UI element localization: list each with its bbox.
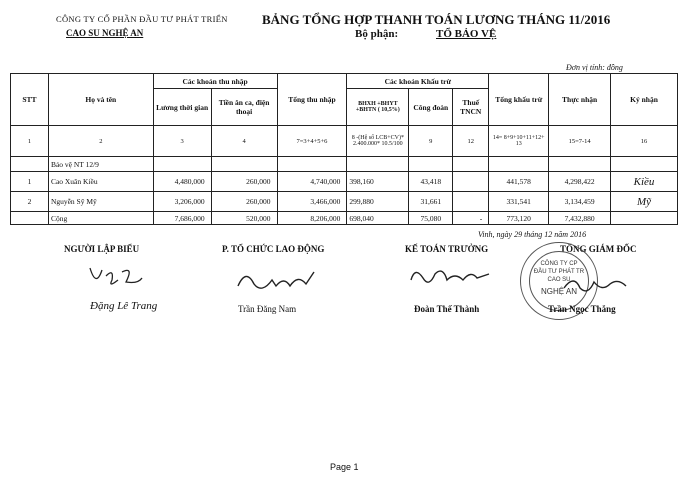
index-cell: 8 -(Hệ số LCB+CV)* 2.400.000* 10.5/100 xyxy=(347,126,409,157)
signing-date: Vinh, ngày 29 tháng 12 năm 2016 xyxy=(478,230,587,239)
header-total-income: Tổng thu nhập xyxy=(277,74,347,126)
director-title: TỔNG GIÁM ĐỐC xyxy=(560,244,637,254)
row-union: 31,661 xyxy=(409,192,453,212)
index-cell: 9 xyxy=(409,126,453,157)
total-union: 75,080 xyxy=(409,212,453,225)
row-name: Nguyễn Sỹ Mỹ xyxy=(48,192,153,212)
director-signature xyxy=(560,272,630,298)
hr-name: Trần Đăng Nam xyxy=(238,304,297,314)
header-total-deduction: Tổng khấu trừ xyxy=(489,74,549,126)
row-salary: 4,480,000 xyxy=(153,172,211,192)
row-net: 4,298,422 xyxy=(549,172,611,192)
hr-signature xyxy=(232,266,322,300)
index-cell: 12 xyxy=(453,126,489,157)
payroll-table xyxy=(10,73,678,225)
row-stt: 2 xyxy=(11,192,49,212)
row-salary: 3,206,000 xyxy=(153,192,211,212)
index-cell: 7=3+4+5+6 xyxy=(277,126,347,157)
stamp-text: CAO SU xyxy=(547,277,571,283)
row-meal: 260,000 xyxy=(211,172,277,192)
department-label: Bộ phận: xyxy=(355,28,399,40)
preparer-signature xyxy=(86,262,146,292)
row-meal: 260,000 xyxy=(211,192,277,212)
hr-title: P. TỔ CHỨC LAO ĐỘNG xyxy=(222,244,325,254)
row-signature: Mỹ xyxy=(611,192,678,212)
preparer-handwritten-name: Đặng Lê Trang xyxy=(90,300,158,312)
header-stt: STT xyxy=(11,74,49,126)
row-total: 3,466,000 xyxy=(277,192,347,212)
header-sign: Ký nhận xyxy=(611,74,678,126)
index-cell: 15=7-14 xyxy=(549,126,611,157)
row-deduction: 441,578 xyxy=(489,172,549,192)
total-deduction: 773,120 xyxy=(489,212,549,225)
company-subname: CAO SU NGHỆ AN xyxy=(66,28,144,38)
index-cell: 2 xyxy=(48,126,153,157)
row-tax xyxy=(453,172,489,192)
table-row xyxy=(11,172,678,192)
index-cell: 4 xyxy=(211,126,277,157)
index-cell: 3 xyxy=(153,126,211,157)
header-meal-phone: Tiền ăn ca, điện thoại xyxy=(211,89,277,126)
total-row xyxy=(11,212,678,225)
group-label: Bảo vệ NT 12/9 xyxy=(48,157,153,172)
stamp-text: NGHỆ AN xyxy=(540,287,577,296)
row-stt: 1 xyxy=(11,172,49,192)
header-deduction-group: Các khoản Khấu trừ xyxy=(347,74,489,89)
stamp-text: CÔNG TY CP xyxy=(540,261,578,267)
index-cell: 14= 8+9+10+11+12+ 13 xyxy=(489,126,549,157)
row-union: 43,418 xyxy=(409,172,453,192)
row-net: 3,134,459 xyxy=(549,192,611,212)
director-name: Trần Ngọc Thắng xyxy=(548,304,616,314)
total-meal: 520,000 xyxy=(211,212,277,225)
accountant-title: KẾ TOÁN TRƯỞNG xyxy=(405,244,489,254)
total-salary: 7,686,000 xyxy=(153,212,211,225)
total-net: 7,432,880 xyxy=(549,212,611,225)
department-value: TỔ BẢO VỆ xyxy=(436,28,497,40)
index-cell: 16 xyxy=(611,126,678,157)
header-insurance: BHXH +BHYT +BHTN ( 10,5%) xyxy=(347,89,409,126)
table-row xyxy=(11,192,678,212)
header-income-group: Các khoản thu nhập xyxy=(153,74,277,89)
company-name: CÔNG TY CỔ PHẦN ĐẦU TƯ PHÁT TRIỂN xyxy=(56,14,228,24)
header-tax: Thuế TNCN xyxy=(453,89,489,126)
total-income: 8,206,000 xyxy=(277,212,347,225)
total-tax: - xyxy=(453,212,489,225)
row-deduction: 331,541 xyxy=(489,192,549,212)
accountant-signature xyxy=(405,262,495,292)
row-insurance: 398,160 xyxy=(347,172,409,192)
index-cell: 1 xyxy=(11,126,49,157)
row-name: Cao Xuân Kiều xyxy=(48,172,153,192)
total-insurance: 698,040 xyxy=(347,212,409,225)
stamp-text: ĐẦU TƯ PHÁT TR xyxy=(533,269,585,275)
preparer-title: NGƯỜI LẬP BIỂU xyxy=(64,244,140,254)
unit-note: Đơn vị tính: đồng xyxy=(566,63,623,72)
accountant-name: Đoàn Thế Thành xyxy=(414,304,480,314)
row-signature: Kiều xyxy=(611,172,678,192)
total-label: Cộng xyxy=(48,212,153,225)
header-union: Công đoàn xyxy=(409,89,453,126)
row-total: 4,740,000 xyxy=(277,172,347,192)
header-net: Thực nhận xyxy=(549,74,611,126)
page-number: Page 1 xyxy=(330,462,359,472)
document-title: BẢNG TỔNG HỢP THANH TOÁN LƯƠNG THÁNG 11/2016 xyxy=(262,12,611,27)
header-salary-time: Lương thời gian xyxy=(153,89,211,126)
header-name: Họ và tên xyxy=(48,74,153,126)
row-insurance: 299,880 xyxy=(347,192,409,212)
row-tax xyxy=(453,192,489,212)
